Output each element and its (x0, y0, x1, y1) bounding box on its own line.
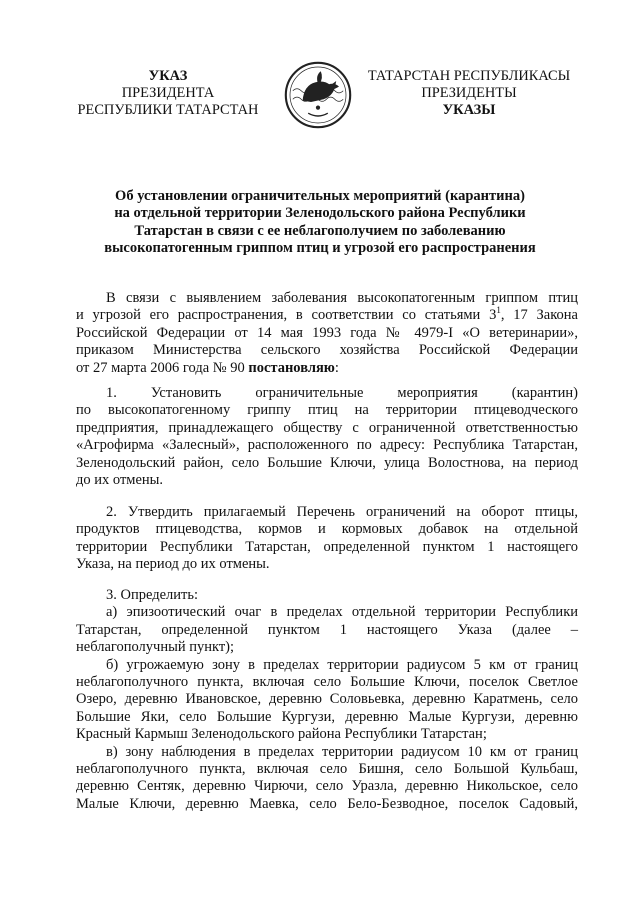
title-line: высокопатогенным гриппом птиц и угрозой его распространения (104, 239, 536, 256)
title-line: Татарстан в связи с ее неблагополучием по заболеванию (134, 222, 506, 239)
item-3b-line: неблагополучного пункта, включая село Большие Ключи, поселок Светлое (76, 674, 578, 691)
item-3c-line: Малые Ключи, деревню Маевка, село Бело-Безводное, поселок Садовый, (76, 795, 578, 812)
item-3-heading: 3. Определить: (106, 587, 199, 603)
item-3c-line: деревню Сентяк, деревню Чирючи, село Уразла, деревню Никольское, село (76, 778, 578, 795)
item-3a-line: а) эпизоотический очаг в пределах отдельной территории Республики (106, 604, 578, 621)
preamble-paragraph (76, 290, 578, 377)
item-3c-line: неблагополучного пункта, включая село Бишня, село Большой Кульбаш, (76, 761, 578, 778)
item-1-line: Зеленодольский район, село Большие Ключи, улица Волостнова, на период (76, 454, 578, 471)
item-3b-line: Красный Кармыш Зеленодольского района Республики Татарстан; (76, 726, 487, 743)
preamble-line (76, 307, 578, 324)
decree-verb: постановляю (248, 359, 335, 376)
header-right-line-2: ПРЕЗИДЕНТЫ (421, 85, 517, 101)
item-2-line: продуктов птицеводства, кормов и кормовых добавок на отдельной (76, 521, 578, 538)
item-2-line: территории Республики Татарстан, определенной пунктом 1 настоящего (76, 538, 578, 555)
item-2-paragraph (76, 504, 578, 574)
header-left-line-1: УКАЗ (148, 68, 188, 84)
header-right-line-1: ТАТАРСТАН РЕСПУБЛИКАСЫ (367, 68, 571, 84)
item-2-line: Указа, на период до их отмены. (76, 556, 270, 573)
preamble-line-text: , 17 Закона (500, 307, 578, 324)
item-3a-line: Татарстан, определенной пунктом 1 настоящего Указа (далее – (76, 621, 578, 638)
preamble-line (76, 360, 578, 377)
decree-title (60, 188, 580, 257)
item-2-line: 2. Утвердить прилагаемый Перечень ограничений на оборот птицы, (106, 504, 578, 520)
preamble-line-text: : (334, 359, 339, 376)
preamble-line: Российской Федерации от 14 мая 1993 года № 4979-I «О ветеринарии», (76, 324, 578, 341)
header-right-line-3: УКАЗЫ (442, 102, 496, 118)
preamble-line-text: от 27 марта 2006 года № 90 (76, 359, 249, 376)
item-3b-line: Большие Яки, село Большие Кургузи, деревню Малые Кургузи, деревню (76, 708, 578, 725)
title-line: Об установлении ограничительных мероприятий (карантина) (115, 188, 525, 204)
preamble-line: В связи с выявлением заболевания высокопатогенным гриппом птиц (106, 290, 578, 306)
item-3b-line: Озеро, деревню Ивановское, деревню Соловьевка, деревню Каратмень, село (76, 691, 578, 708)
item-1-line: «Агрофирма «Залесный», расположенного по адресу: Республика Татарстан, (76, 437, 578, 454)
header-russian (68, 68, 268, 119)
item-1-line: 1. Установить ограничительные мероприятия (карантин) (106, 385, 578, 401)
item-1-paragraph (76, 385, 578, 489)
title-line: на отдельной территории Зеленодольского района Республики (114, 205, 526, 222)
item-3-section (76, 587, 578, 813)
header-left-line-2: ПРЕЗИДЕНТА (121, 85, 215, 101)
article-superscript: 1 (496, 305, 501, 316)
item-1-line: до их отмены. (76, 472, 164, 489)
coat-of-arms-emblem (283, 60, 353, 130)
preamble-line-text: и угрозой его распространения, в соответствии со статьями 3 (76, 307, 497, 324)
preamble-line: приказом Министерства сельского хозяйства Российской Федерации (76, 342, 578, 359)
item-1-line: предприятия, принадлежащего обществу с ограниченной ответственностью (76, 419, 578, 436)
header-tatar (364, 68, 574, 119)
header-left-line-3: РЕСПУБЛИКИ ТАТАРСТАН (77, 102, 259, 118)
item-1-line: по высокопатогенному гриппу птиц на территории птицеводческого (76, 402, 578, 419)
item-3a-line: неблагополучный пункт); (76, 639, 235, 656)
item-3c-line: в) зону наблюдения в пределах территории радиусом 10 км от границ (106, 743, 578, 760)
item-3b-line: б) угрожаемую зону в пределах территории радиусом 5 км от границ (106, 656, 578, 673)
